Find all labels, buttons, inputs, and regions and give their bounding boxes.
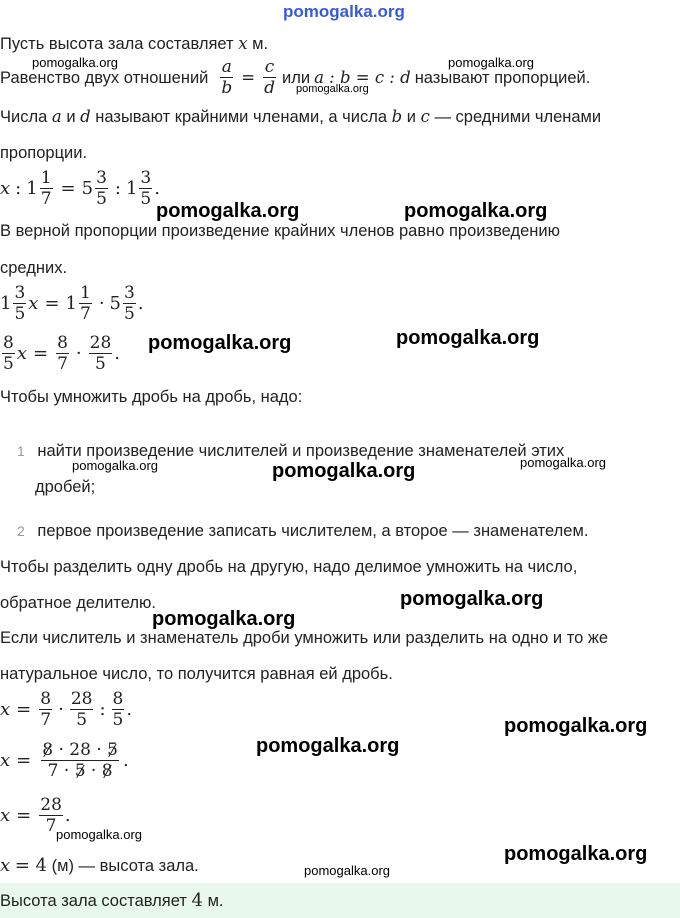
line-proportion-word: пропорции.: [0, 144, 88, 162]
watermark: pomogalka.org: [404, 200, 548, 222]
equation-proportion: x : 1 $\frac{1}{7}$ = 5 $\frac{3}{5}$ : 1 $\frac{3}{5}$ .: [0, 168, 160, 209]
equation-improper: $\frac{8}{5}$ x = $\frac{8}{7}$ · $\frac{28}{5}$ .: [3, 333, 121, 374]
watermark: pomogalka.org: [504, 715, 648, 737]
watermark: pomogalka.org: [148, 332, 292, 354]
watermark: pomogalka.org: [400, 588, 544, 610]
line-equal-fraction-rule: Если числитель и знаменатель дроби умножить или разделить на одно и то же: [0, 629, 609, 647]
watermark: pomogalka.org: [272, 460, 416, 482]
equation-x-3: x = $\frac{28}{7}$ .: [0, 795, 71, 836]
answer-unit: м.: [207, 892, 224, 910]
ratio-abcd: a : b = c : d: [314, 67, 411, 87]
line-rule-product: В верной пропорции произведение крайних членов равно произведению: [0, 222, 560, 240]
answer-box: [0, 883, 680, 918]
text: м.: [252, 35, 269, 53]
watermark: pomogalka.org: [296, 83, 369, 95]
watermark: pomogalka.org: [520, 455, 606, 470]
watermark: pomogalka.org: [396, 327, 540, 349]
text: называют пропорцией.: [414, 68, 591, 87]
watermark: pomogalka.org: [256, 735, 400, 757]
text: или: [282, 68, 311, 87]
text: Равенство двух отношений: [0, 68, 209, 87]
line-equal-fraction-rule-cont: натуральное число, то получится равная ей дробь.: [0, 665, 393, 683]
answer-value: 4: [191, 890, 203, 911]
line-extreme-members: Числа a и d называют крайними членами, а числа b и c — средними членами: [0, 107, 602, 126]
line-divide-rule-cont: обратное делителю.: [0, 594, 156, 612]
fraction-c-d: $\frac{c}{d}$: [264, 57, 275, 98]
line-height-def: [0, 34, 268, 54]
line-divide-rule: Чтобы разделить одну дробь на другую, надо делимое умножить на число,: [0, 558, 578, 576]
watermark: pomogalka.org: [504, 843, 648, 865]
site-logo[interactable]: pomogalka.org: [283, 2, 405, 21]
watermark: pomogalka.org: [448, 55, 534, 70]
equation-x-2: x = $\frac{8 \cdot 28 \cdot 5}{7 \cdot 5 \cdot 8}$ .: [0, 740, 129, 781]
line-result: x = 4 (м) — высота зала.: [0, 855, 199, 876]
list-item: 2 первое произведение записать числителем, а второе — знаменателем.: [17, 522, 589, 540]
answer-text: Высота зала составляет: [0, 892, 187, 910]
line-rule-middle: средних.: [0, 259, 68, 277]
watermark: pomogalka.org: [32, 55, 118, 70]
watermark: pomogalka.org: [72, 458, 158, 473]
watermark: pomogalka.org: [56, 827, 142, 842]
fraction-a-b: $\frac{a}{b}$: [221, 57, 233, 98]
watermark: pomogalka.org: [152, 608, 296, 630]
line-proportion-def: Равенство двух отношений $\frac{a}{b}$ = $\frac{c}{d}$ или a : b = c : d называют пропорцией.: [0, 57, 591, 98]
watermark: pomogalka.org: [304, 863, 390, 878]
var-x: x: [238, 34, 248, 53]
text: Пусть высота зала составляет: [0, 35, 234, 53]
equation-products: 1 $\frac{3}{5}$ x = 1 $\frac{1}{7}$ · 5 $\frac{3}{5}$ .: [0, 283, 144, 324]
watermark: pomogalka.org: [156, 200, 300, 222]
equation-x-1: x = $\frac{8}{7}$ · $\frac{28}{5}$ : $\frac{8}{5}$ .: [0, 689, 133, 730]
list-item-cont: дробей;: [35, 478, 96, 496]
list-item: 1 найти произведение числителей и произведение знаменателей этих: [17, 442, 565, 460]
line-multiply-rule: Чтобы умножить дробь на дробь, надо:: [0, 388, 303, 406]
